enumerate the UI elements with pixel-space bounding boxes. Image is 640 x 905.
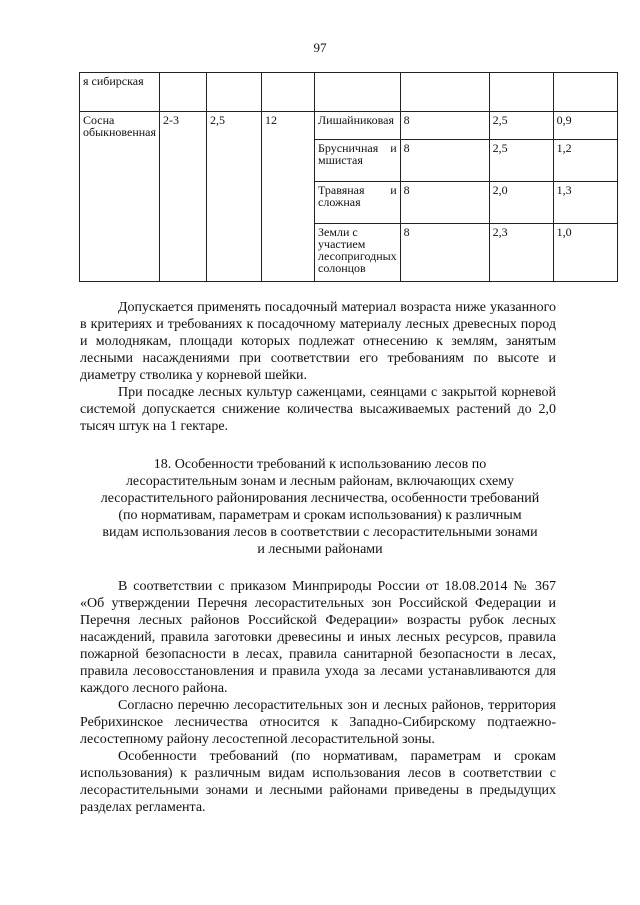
table-cell: [160, 73, 207, 112]
table-cell: [489, 73, 553, 112]
value-cell: 8: [400, 140, 489, 182]
value-cell: 8: [400, 112, 489, 140]
section-title: 18. Особенности требований к использованию лесов по лесорастительным зонам и лесным районам, включающих схему лесорастительного районирования лесничества, особенности требований (по нормативам, параметрам и срокам использования) к различным видам использования лесов в соответствии с лесорастительными зонами и лесными районами: [100, 457, 540, 557]
value-cell: 2,0: [489, 182, 553, 224]
page-number: 97: [313, 40, 327, 55]
forest-type-cell: Лишайниковая: [315, 112, 401, 140]
table-cell: [262, 73, 315, 112]
paragraph-forest-district: Согласно перечню лесорастительных зон и лесных районов, территория Ребрихинское лесничества относится к Западно-Сибирскому подтаежно-лесостепному району лесостепной лесорастительной зоны.: [80, 698, 556, 747]
value-cell: 1,3: [553, 182, 617, 224]
forest-type-cell: Травяная и сложная: [315, 182, 401, 224]
table-cell: [553, 73, 617, 112]
species-cell: я сибирская: [80, 73, 160, 112]
species-cell: Сосна обыкновенная: [80, 112, 160, 282]
table-cell: [400, 73, 489, 112]
zoning-text: [80, 578, 556, 816]
paragraph-order-reference: В соответствии с приказом Минприроды России от 18.08.2014 № 367 «Об утверждении Перечня лесорастительных зон Российской Федерации и Перечня лесных районов Российской Федерации» возрасты рубок лесных насаждений, правила заготовки древесины и иных лесных ресурсов, правила пожарной безопасности в лесах, правила санитарной безопасности в лесах, правила лесовосстановления и правила ухода за лесами устанавливаются для каждого лесного района.: [80, 579, 556, 696]
value-cell: 8: [400, 224, 489, 282]
value-cell: 1,0: [553, 224, 617, 282]
table-row: [80, 112, 618, 140]
table-row: [80, 73, 618, 112]
value-cell: 2,5: [489, 112, 553, 140]
forest-type-cell: Земли с участием лесопригодных солонцов: [315, 224, 401, 282]
planting-material-text: [80, 299, 556, 435]
value-cell: 2,3: [489, 224, 553, 282]
paragraph-seedlings: При посадке лесных культур саженцами, сеянцами с закрытой корневой системой допускается снижение количества высаживаемых растений до 2,0 тысяч штук на 1 гектаре.: [80, 385, 556, 434]
age-cell: 2-3: [160, 112, 207, 282]
height-cell: 2,5: [207, 112, 262, 282]
paragraph-planting-material: Допускается применять посадочный материал возраста ниже указанного в критериях и требованиях к посадочному материалу лесных древесных пород и молоднякам, площади которых подлежат отнесению к землям, занятым лесными насаждениями при соответствии его требованиям по высоте и диаметру стволика у корневой шейки.: [80, 300, 556, 383]
value-cell: 1,2: [553, 140, 617, 182]
value-cell: 8: [400, 182, 489, 224]
data-table: [79, 72, 618, 282]
table-cell: [315, 73, 401, 112]
value-cell: 0,9: [553, 112, 617, 140]
value-cell: 2,5: [489, 140, 553, 182]
paragraph-requirements: Особенности требований (по нормативам, параметрам и срокам использования) к различным видам использования лесов в соответствии с лесорастительными зонами и лесными районами приведены в предыдущих разделах регламента.: [80, 749, 556, 815]
diameter-cell: 12: [262, 112, 315, 282]
forest-type-cell: Брусничная и мшистая: [315, 140, 401, 182]
table-cell: [207, 73, 262, 112]
